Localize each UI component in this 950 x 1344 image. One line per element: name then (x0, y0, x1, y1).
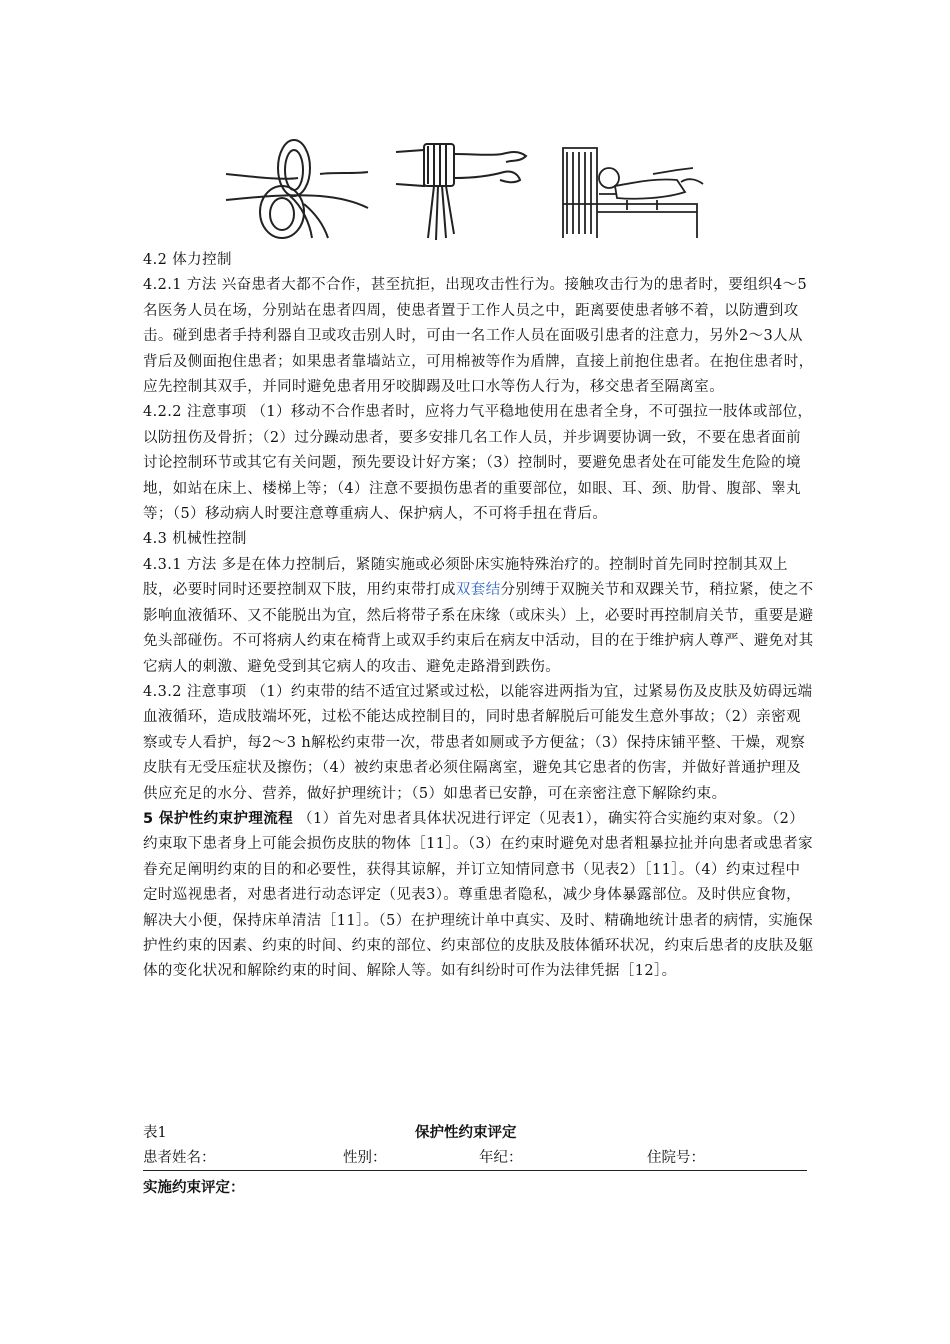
section-4-2-heading: 4.2 体力控制 (143, 252, 232, 268)
section-5 (143, 807, 815, 985)
double-knot-link[interactable]: 双套结 (455, 582, 501, 599)
wrist-tied-restraint-icon (394, 134, 534, 242)
table-1-title-row (143, 1121, 807, 1146)
patient-bed-restraint-icon (557, 134, 717, 242)
body-text (143, 248, 815, 985)
section-4-3-1-part-b: 分别缚于双腕关节和双踝关节，稍拉紧，使之不影响血液循环、又不能脱出为宜，然后将带子系在床缘（或床头）上，必要时再控制肩关节，重要是避免头部碰伤。不可将病人约束在椅背上或双手约束后在病友中活动，目的在于维护病人尊严、避免对其它病人的刺激、避免受到其它病人的攻击、避免走路滑到跌伤。 (143, 582, 814, 675)
section-4-3-1 (143, 553, 815, 680)
section-5-body: （1）首先对患者具体状况进行评定（见表1），确实符合实施约束对象。（2）约束取下患者身上可能会损伤皮肤的物体［11］。（3）在约束时避免对患者粗暴拉扯并向患者或患者家眷充足阐明约束的目的和必要性，获得其谅解，并订立知情同意书（见表2）［11］。（4）约束过程中定时巡视患者，对患者进行动态评定（见表3）。尊重患者隐私，减少身体暴露部位。及时供应食物，解决大小便，保持床单清洁［11］。（5）在护理统计单中真实、及时、精确地统计患者的病情，实施保护性约束的因素、约束的时间、约束的部位、约束部位的皮肤及肢体循环状况，约束后患者的皮肤及躯体的变化状况和解除约束的时间、解除人等。如有纠纷时可作为法律凭据［12］。 (143, 810, 814, 980)
section-4-3-heading: 4.3 机械性控制 (143, 531, 247, 548)
inpatient-number-label: 住院号： (647, 1150, 705, 1166)
wrist-loop-knot-icon (224, 134, 370, 242)
age-label: 年纪： (479, 1150, 523, 1166)
assessment-label: 实施约束评定： (143, 1180, 245, 1196)
table-1-label: 表1 (143, 1125, 167, 1141)
section-5-heading: 5 保护性约束护理流程 (143, 810, 294, 827)
section-4-3-1-part-a: 4.3.1 方法 多是在体力控制后，紧随实施或必须卧床实施特殊治疗的。控制时首先同时控制其双上肢，必要时同时还要控制双下肢，用约束带打成 (143, 556, 788, 599)
table-1-header (143, 1121, 807, 1171)
section-4-2-1: 4.2.1 方法 兴奋患者大都不合作，甚至抗拒，出现攻击性行为。接触攻击行为的患者时，要组织4～5名医务人员在场，分别站在患者四周，使患者置于工作人员之中，距离要使患者够不着，以防遭到攻击。碰到患者手持利器自卫或攻击别人时，可由一名工作人员在面吸引患者的注意力，另外2～3人从背后及侧面抱住患者；如果患者靠墙站立，可用棉被等作为盾牌，直接上前抱住患者。在抱住患者时，应先控制其双手，并同时避免患者用牙咬脚踢及吐口水等伤人行为，移交患者至隔离室。 (143, 277, 814, 396)
section-4-2-2: 4.2.2 注意事项 （1）移动不合作患者时，应将力气平稳地使用在患者全身，不可强拉一肢体或部位，以防扭伤及骨折；（2）过分躁动患者，要多安排几名工作人员，并步调要协调一致，不要在患者面前讨论控制环节或其它有关问题，预先要设计好方案；（3）控制时，要避免患者处在可能发生危险的境地，如站在床上、楼梯上等；（4）注意不要损伤患者的重要部位，如眼、耳、颈、肋骨、腹部、睾丸等；（5）移动病人时要注意尊重病人、保护病人，不可将手扭在背后。 (143, 404, 813, 523)
table-1-fields-row (143, 1146, 807, 1171)
table-1-divider (143, 1170, 807, 1171)
section-4-3-2: 4.3.2 注意事项 （1）约束带的结不适宜过紧或过松，以能容进两指为宜，过紧易伤及皮肤及妨碍远端血液循环，造成肢端坏死，过松不能达成控制目的，同时患者解脱后可能发生意外事故；（2）亲密观察或专人看护，每2～3 h解松约束带一次，带患者如厕或予方便盆；（3）保持床铺平整、干燥，观察皮肤有无受压症状及擦伤；（4）被约束患者必须住隔离室，避免其它患者的伤害，并做好普通护理及供应充足的水分、营养，做好护理统计；（5）如患者已安静，可在亲密注意下解除约束。 (143, 683, 813, 802)
table-1-title: 保护性约束评定 (415, 1125, 517, 1141)
patient-name-label: 患者姓名： (143, 1150, 216, 1166)
sex-label: 性别： (343, 1150, 387, 1166)
